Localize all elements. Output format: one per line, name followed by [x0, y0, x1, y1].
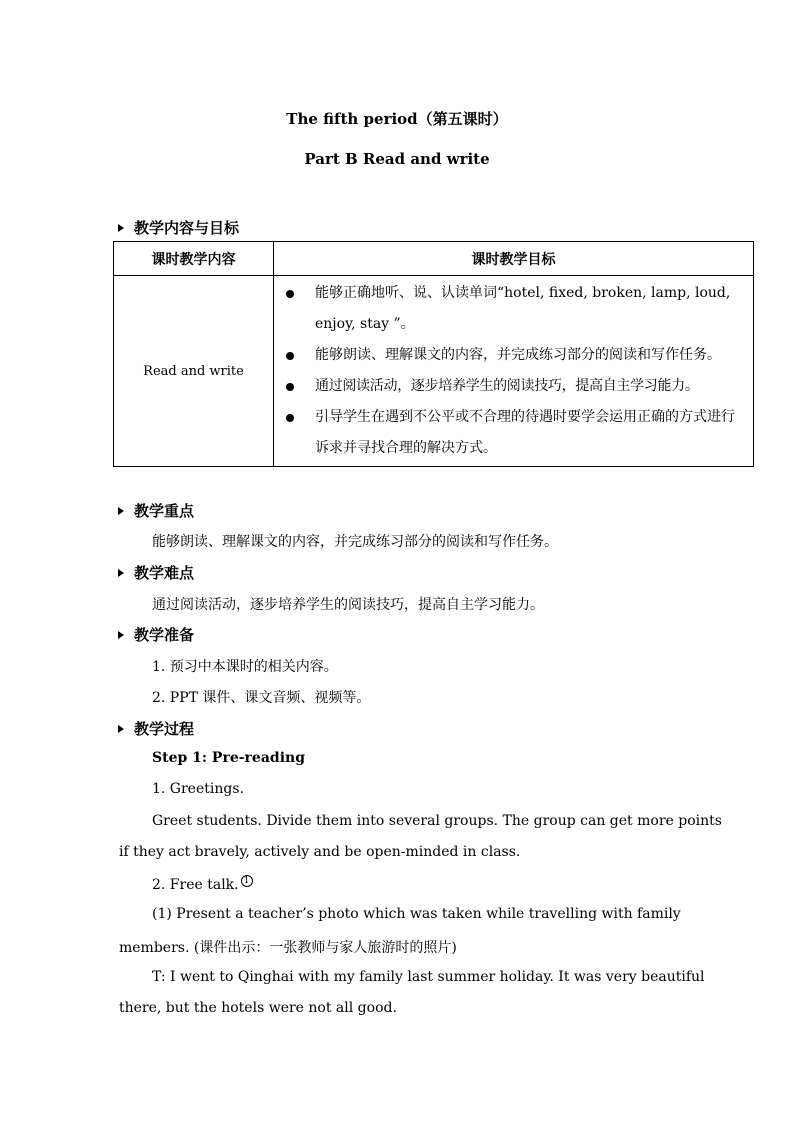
- step-item: [152, 875, 253, 893]
- goal-text: 引导学生在遇到不公平或不合理的待遇时要学会运用正确的方式进行诉求并寻找合理的解决方式。: [315, 409, 735, 456]
- bullet-icon: [286, 290, 294, 298]
- goal-item: [280, 402, 747, 464]
- goal-text: 通过阅读活动，逐步培养学生的阅读技巧，提高自主学习能力。: [315, 378, 699, 394]
- section-heading: 教学过程: [134, 720, 195, 738]
- cell-goals: [274, 276, 754, 467]
- goal-text: 能够朗读、理解课文的内容，并完成练习部分的阅读和写作任务。: [315, 347, 721, 363]
- section-key-points: [118, 500, 194, 521]
- difficulties-text: 通过阅读活动，逐步培养学生的阅读技巧，提高自主学习能力。: [152, 597, 544, 613]
- bullet-icon: [286, 352, 294, 360]
- triangle-bullet-icon: [118, 725, 124, 733]
- goal-item: [280, 278, 747, 340]
- goal-item: [280, 371, 747, 402]
- cell-content: Read and write: [114, 276, 274, 467]
- paragraph-line: there, but the hotels were not all good.: [119, 1000, 397, 1016]
- goal-text: 能够正确地听、说、认读单词“hotel, fixed, broken, lamp, loud, enjoy, stay ”。: [315, 285, 731, 332]
- section-heading: 教学重点: [134, 502, 195, 520]
- page-subtitle: Part B Read and write: [304, 150, 490, 168]
- triangle-bullet-icon: [118, 224, 124, 232]
- bullet-icon: [286, 383, 294, 391]
- section-heading: 教学难点: [134, 564, 195, 582]
- paragraph-line: (1) Present a teacher’s photo which was taken while travelling with family: [152, 906, 681, 922]
- section-difficulties: [118, 562, 194, 583]
- free-talk-label: 2. Free talk.: [152, 877, 239, 893]
- preparation-item: 1. 预习中本课时的相关内容。: [152, 659, 338, 675]
- step-heading: Step 1: Pre-reading: [152, 750, 305, 766]
- step-item: 1. Greetings.: [152, 781, 244, 797]
- table-row: [114, 276, 754, 467]
- key-points-text: 能够朗读、理解课文的内容，并完成练习部分的阅读和写作任务。: [152, 534, 558, 550]
- footnote-mark: 1: [241, 875, 253, 887]
- section-heading: 教学准备: [134, 626, 195, 644]
- paragraph-line: T: I went to Qinghai with my family last summer holiday. It was very beautiful: [152, 969, 705, 985]
- section-content-goals: [118, 217, 239, 238]
- bullet-icon: [286, 414, 294, 422]
- paragraph-line: if they act bravely, actively and be open-minded in class.: [119, 844, 521, 860]
- header-content: 课时教学内容: [114, 242, 274, 276]
- triangle-bullet-icon: [118, 569, 124, 577]
- section-preparation: [118, 624, 194, 645]
- objectives-table: [113, 241, 754, 467]
- page-title: The fifth period（第五课时）: [286, 110, 508, 128]
- section-heading: 教学内容与目标: [134, 219, 240, 237]
- table-header-row: [114, 242, 754, 276]
- triangle-bullet-icon: [118, 631, 124, 639]
- triangle-bullet-icon: [118, 507, 124, 515]
- preparation-item: 2. PPT 课件、课文音频、视频等。: [152, 690, 371, 706]
- header-goals: 课时教学目标: [274, 242, 754, 276]
- goal-item: [280, 340, 747, 371]
- paragraph-line: Greet students. Divide them into several groups. The group can get more points: [152, 813, 722, 829]
- section-process: [118, 718, 194, 739]
- paragraph-line: members. (课件出示：一张教师与家人旅游时的照片): [119, 940, 457, 956]
